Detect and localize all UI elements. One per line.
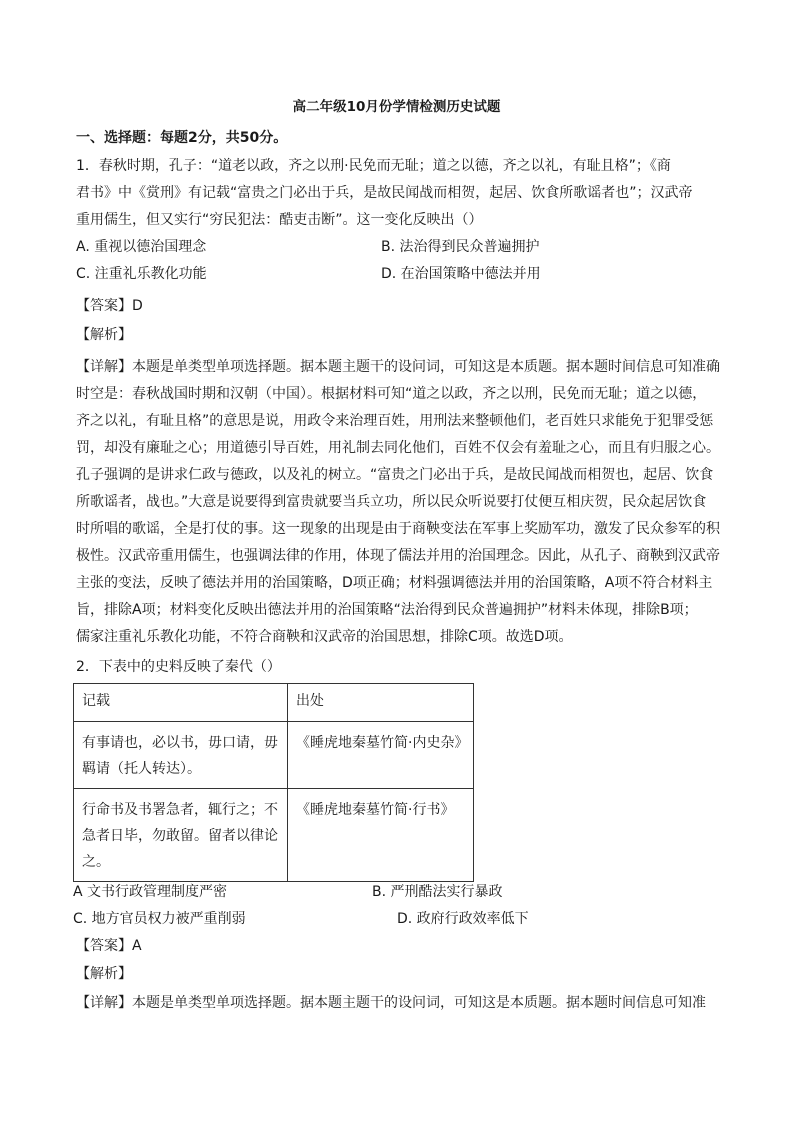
q1-detail-line-2: 时空是：春秋战国时期和汉朝（中国）。根据材料可知“道之以政，齐之以刑，民免而无耻；道之以德， (76, 386, 707, 402)
q1-option-a: A. 重视以德治国理念 (76, 239, 207, 255)
table-cell-record: 行命书及书署急者，辄行之；不急者日毕，勿敢留。留者以律论之。 (82, 802, 278, 870)
q2-option-d: D. 政府行政效率低下 (397, 911, 529, 927)
q1-detail-line-5: 孔子强调的是讲求仁政与德政，以及礼的树立。“富贵之门必出于兵，是故民闻战而相贺也，起居、饮食 (76, 467, 714, 483)
table-cell-source: 《睡虎地秦墓竹简·内史杂》 (296, 735, 469, 751)
q1-answer: 【答案】D (76, 298, 143, 314)
q1-stem-line-1: 1．春秋时期，孔子：“道老以政，齐之以刑·民免而无耻；道之以德，齐之以礼，有耻且格”；《商 (76, 158, 671, 174)
table-header-record: 记载 (82, 693, 110, 709)
q2-option-a: A 文书行政管理制度严密 (73, 884, 228, 900)
q1-detail-line-10: 旨，排除A项；材料变化反映出德法并用的治国策略“法治得到民众普遍拥护”材料未体现，排除B项； (76, 602, 698, 618)
q1-detail-line-1: 【详解】本题是单类型单项选择题。据本题主题干的设问词，可知这是本质题。据本题时间信息可知准确 (76, 359, 720, 375)
table-cell-record: 有事请也，必以书，毋口请，毋羁请（托人转达）。 (82, 735, 278, 777)
q2-answer: 【答案】A (76, 938, 142, 954)
table-row (74, 789, 474, 882)
q1-option-c: C. 注重礼乐教化功能 (76, 266, 207, 282)
q1-detail-line-9: 主张的变法，反映了德法并用的治国策略，D项正确；材料强调德法并用的治国策略，A项不符合材料主 (76, 575, 713, 591)
table-cell-source: 《睡虎地秦墓竹简·行书》 (296, 802, 455, 818)
table-header-row (74, 684, 474, 722)
q2-stem: 2．下表中的史料反映了秦代（） (76, 659, 281, 675)
q1-detail-line-3: 齐之以礼，有耻且格”的意思是说，用政令来治理百姓，用刑法来整顿他们，老百姓只求能免于犯罪受惩 (76, 413, 714, 429)
q1-analysis-label: 【解析】 (76, 327, 132, 343)
q1-detail-line-8: 极性。汉武帝重用儒生，也强调法律的作用，体现了儒法并用的治国理念。因此，从孔子、商鞅到汉武帝 (76, 548, 720, 564)
q1-option-b: B. 法治得到民众普遍拥护 (381, 239, 540, 255)
q1-option-d: D. 在治国策略中德法并用 (381, 266, 541, 282)
q1-detail-line-11: 儒家注重礼乐教化功能，不符合商鞅和汉武帝的治国思想，排除C项。故选D项。 (76, 629, 573, 645)
table-header-source: 出处 (296, 693, 324, 709)
q1-detail-line-6: 所歌谣者，战也。”大意是说要得到富贵就要当兵立功，所以民众听说要打仗便互相庆贺，民众起居饮食 (76, 494, 707, 510)
q2-option-b: B. 严刑酷法实行暴政 (372, 884, 503, 900)
q2-analysis-label: 【解析】 (76, 966, 132, 982)
q1-stem-line-3: 重用儒生，但又实行“穷民犯法：酷吏击断”。这一变化反映出（） (76, 212, 483, 228)
q2-option-c: C. 地方官员权力被严重削弱 (73, 911, 246, 927)
q2-detail-line-1: 【详解】本题是单类型单项选择题。据本题主题干的设问词，可知这是本质题。据本题时间信息可知准 (76, 995, 706, 1011)
section-heading: 一、选择题：每题2分，共50分。 (76, 130, 288, 146)
page-title: 高二年级10月份学情检测历史试题 (292, 99, 501, 115)
q1-detail-line-4: 罚，却没有廉耻之心；用道德引导百姓，用礼制去同化他们，百姓不仅会有羞耻之心，而且有归服之心。 (76, 440, 720, 456)
table-row (74, 722, 474, 789)
source-table (73, 683, 474, 882)
q1-stem-line-2: 君书》中《赏刑》有记载“富贵之门必出于兵，是故民闻战而相贺，起居、饮食所歌谣者也”；汉武帝 (76, 185, 693, 201)
q1-detail-line-7: 时所唱的歌谣，全是打仗的事。这一现象的出现是由于商鞅变法在军事上奖励军功，激发了民众参军的积 (76, 521, 720, 537)
